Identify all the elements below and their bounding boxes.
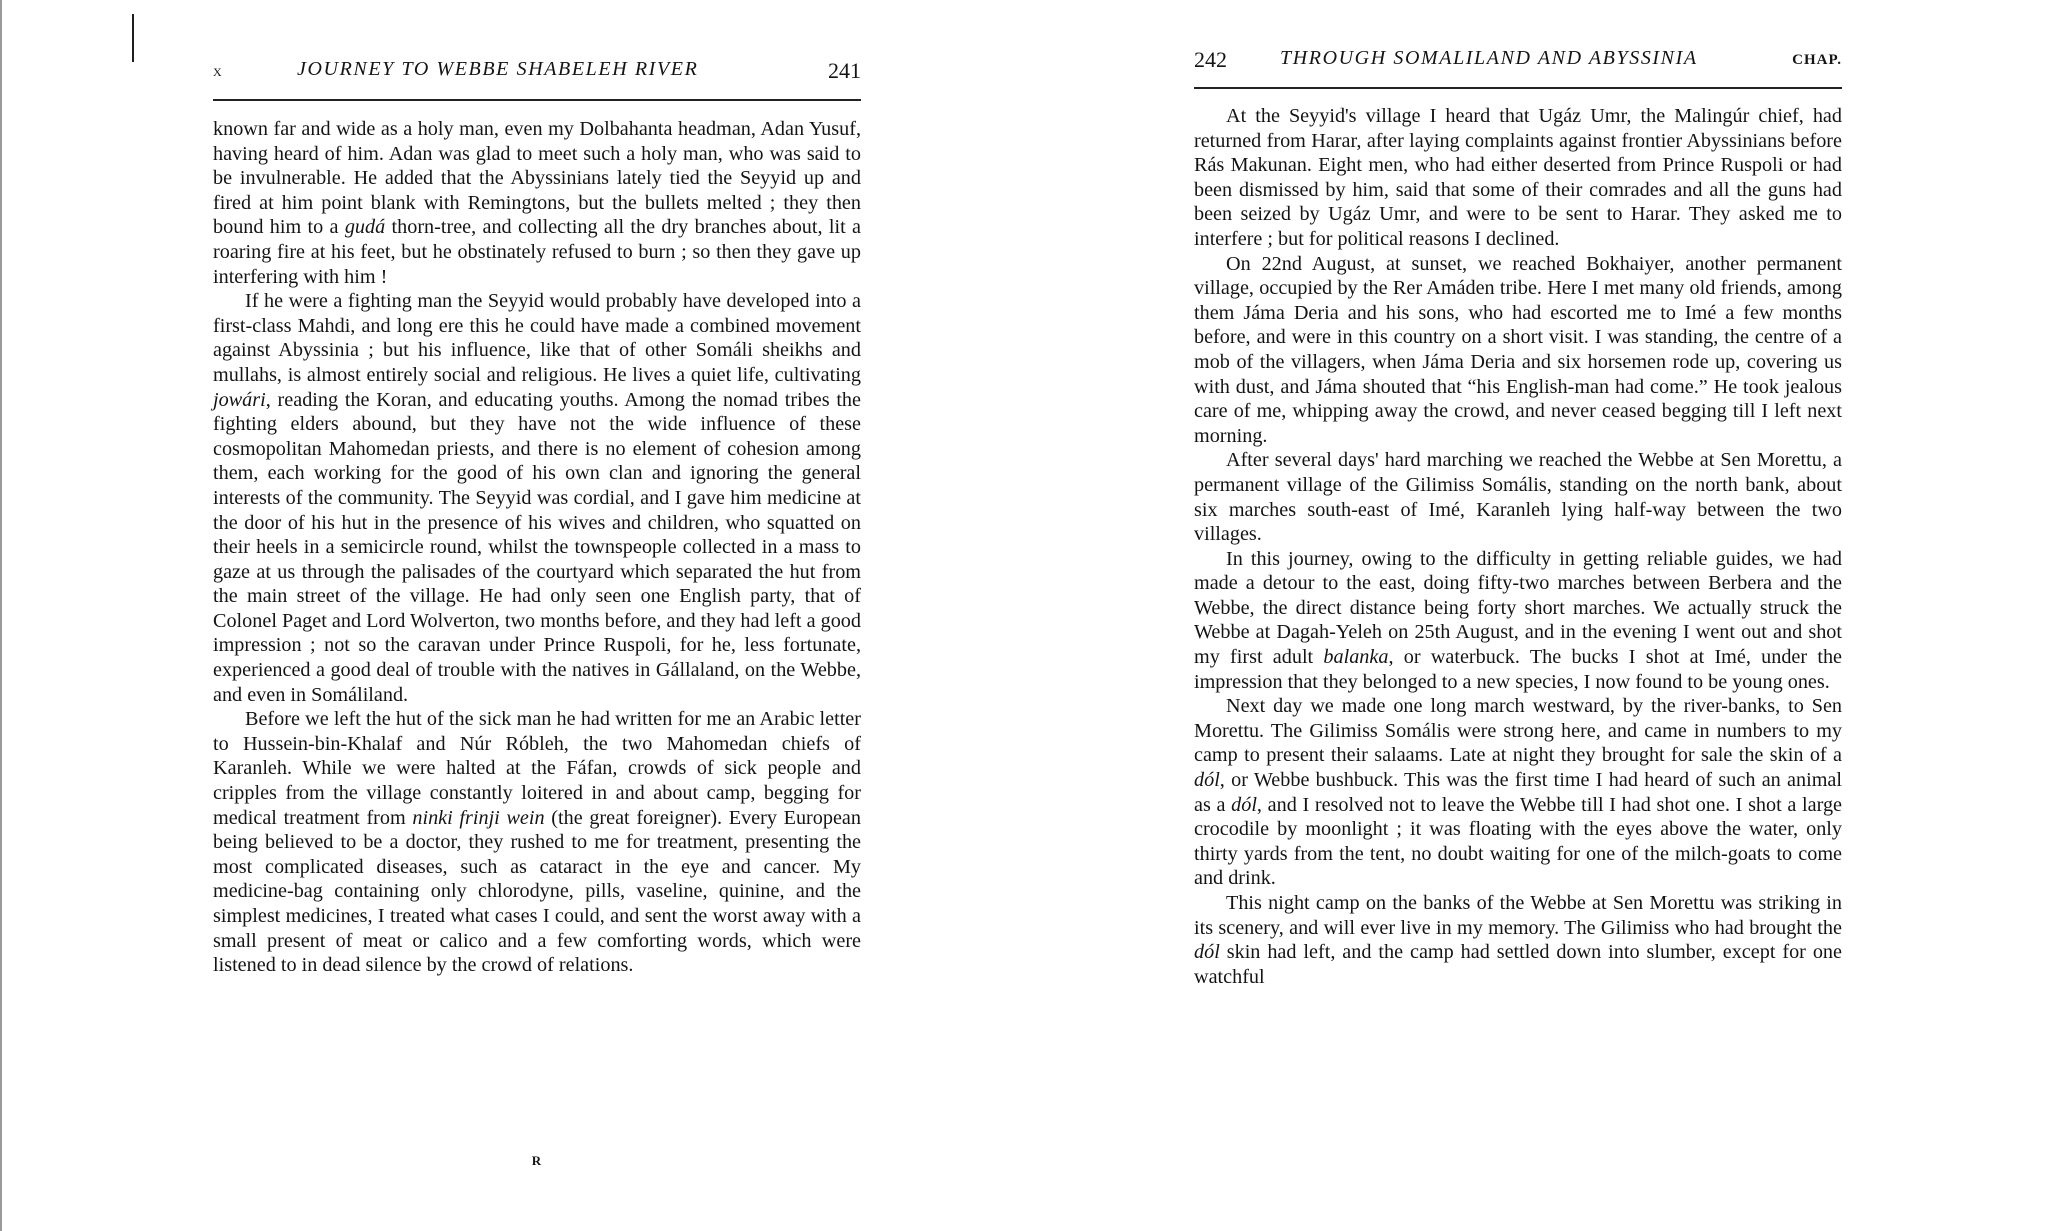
paragraph [1194, 694, 1842, 891]
paragraph [213, 707, 861, 978]
text-run: , reading the Koran, and educating youths. Among the nomad tribes the fighting elders abound, but they have not the wide influence of these cosmopolitan Mahomedan priests, and there is no element of cohesion among them, each working for the good of his own clan and ignoring the general interests of the community. The Seyyid was cordial, and I gave him medicine at the door of his hut in the presence of his wives and children, who squatted on their heels in a semicircle round, whilst the townspeople collected in a mass to gaze at us through the palisades of the courtyard which separated the hut from the main street of the village. He had only seen one English party, that of Colonel Paget and Lord Wolverton, two months before, and they had left a good impression ; not so the caravan under Prince Ruspoli, for he, less fortunate, experienced a good deal of trouble with the natives in Gállaland, on the Webbe, and even in Somáliland. [213, 388, 861, 706]
italic-term: dól [1231, 793, 1257, 816]
header-rule [213, 99, 861, 101]
text-run: If he were a fighting man the Seyyid would probably have developed into a first-class Mahdi, and long ere this he could have made a combined movement against Abyssinia ; but his influence, like that of other Somáli sheikhs and mullahs, is almost entirely social and religious. He lives a quiet life, cultivating [213, 290, 861, 386]
running-header [213, 58, 861, 88]
italic-term: jowári [213, 388, 266, 411]
chapter-label: CHAP. [1792, 52, 1842, 68]
viewer-left-edge [0, 0, 2, 1231]
italic-term: ninki frinji wein [412, 806, 545, 829]
italic-term: balanka [1323, 646, 1389, 669]
italic-term: gudá [344, 216, 386, 239]
text-run: After several days' hard marching we reached the Webbe at Sen Morettu, a permanent village of the Gilimiss Somális, standing on the north bank, about six marches south-east of Imé, Karanleh lying half-way between the two villages. [1194, 449, 1842, 546]
chapter-number: x [213, 61, 222, 80]
text-cursor-mark [132, 14, 134, 62]
running-title: JOURNEY TO WEBBE SHABELEH RIVER [297, 58, 699, 80]
text-run: , or Webbe bushbuck. This was the first time I had heard of such an animal as a [1194, 769, 1842, 816]
running-header [1194, 47, 1842, 77]
text-run: skin had left, and the camp had settled down into slumber, except for one watchful [1194, 941, 1842, 988]
text-run: , and I resolved not to leave the Webbe till I had shot one. I shot a large crocodile by moonlight ; it was floating with the eyes above the water, only thirty yards from the tent, no doubt waiting for one of the milch-goats to come and drink. [1194, 793, 1842, 890]
page-body [1194, 104, 1842, 989]
text-run: (the great foreigner). Every European being believed to be a doctor, they rushed to me for treatment, presenting the most complicated diseases, such as cataract in the eye and cancer. My medicine-bag containing only chlorodyne, pills, vaseline, quinine, and the simplest medicines, I treated what cases I could, and sent the worst away with a small present of meat or calico and a few comforting words, which were listened to in dead silence by the crowd of relations. [213, 806, 861, 977]
paragraph [1194, 448, 1842, 546]
text-run: thorn-tree, and collecting all the dry branches about, lit a roaring fire at his feet, but he obstinately refused to burn ; so then they gave up interfering with him ! [213, 216, 861, 288]
text-run: Next day we made one long march westward, by the river-banks, to Sen Morettu. The Gilimiss Somális were strong here, and came in numbers to my camp to present their salaams. Late at night they brought for sale the skin of a [1194, 695, 1842, 767]
page-number: 242 [1194, 47, 1227, 72]
italic-term: dól [1194, 941, 1220, 964]
text-run: Before we left the hut of the sick man he had written for me an Arabic letter to Hussein-bin-Khalaf and Núr Róbleh, the two Mahomedan chiefs of Karanleh. While we were halted at the Fáfan, crowds of sick people and cripples from the village constantly loitered in and about camp, begging for medical treatment from [213, 708, 861, 829]
paragraph [1194, 547, 1842, 695]
page-number: 241 [828, 58, 861, 83]
text-run: At the Seyyid's village I heard that Ugáz Umr, the Malingúr chief, had returned from Harar, after laying complaints against frontier Abyssinians before Rás Makunan. Eight men, who had either deserted from Prince Ruspoli or had been dismissed by him, said that some of their comrades and all the guns had been seized by Ugáz Umr, and were to be sent to Harar. They asked me to interfere ; but for political reasons I declined. [1194, 105, 1842, 250]
signature-mark: R [531, 1153, 543, 1168]
paragraph [1194, 252, 1842, 449]
text-run: known far and wide as a holy man, even my Dolbahanta headman, Adan Yusuf, having heard of him. Adan was glad to meet such a holy man, who was said to be invulnerable. He added that the Abyssinians lately tied the Seyyid up and fired at him point blank with Remingtons, but the bullets melted ; they then bound him to a [213, 118, 861, 239]
paragraph [1194, 891, 1842, 989]
italic-term: dól [1194, 769, 1220, 792]
running-title: THROUGH SOMALILAND AND ABYSSINIA [1280, 47, 1698, 69]
paragraph [213, 289, 861, 707]
text-run: This night camp on the banks of the Webbe at Sen Morettu was striking in its scenery, and will ever live in my memory. The Gilimiss who had brought the [1194, 892, 1842, 939]
page-body [213, 117, 861, 978]
text-run: On 22nd August, at sunset, we reached Bokhaiyer, another permanent village, occupied by the Rer Amáden tribe. Here I met many old friends, among them Jáma Deria and his sons, who had escorted me to Imé a few months before, and were in this country on a short visit. I was standing, the centre of a mob of the villagers, when Jáma Deria and six horsemen rode up, covering us with dust, and Jáma shouted that “his English-man had come.” He took jealous care of me, whipping away the crowd, and never ceased begging till I left next morning. [1194, 252, 1842, 447]
text-run: In this journey, owing to the difficulty in getting reliable guides, we had made a detour to the east, doing fifty-two marches between Berbera and the Webbe, the direct distance being forty short marches. We actually struck the Webbe at Dagah-Yeleh on 25th August, and in the evening I went out and shot my first adult [1194, 547, 1842, 669]
paragraph [213, 117, 861, 289]
header-rule [1194, 87, 1842, 89]
paragraph [1194, 104, 1842, 252]
text-run: , or waterbuck. The bucks I shot at Imé, under the impression that they belonged to a new species, I now found to be young ones. [1194, 646, 1842, 693]
